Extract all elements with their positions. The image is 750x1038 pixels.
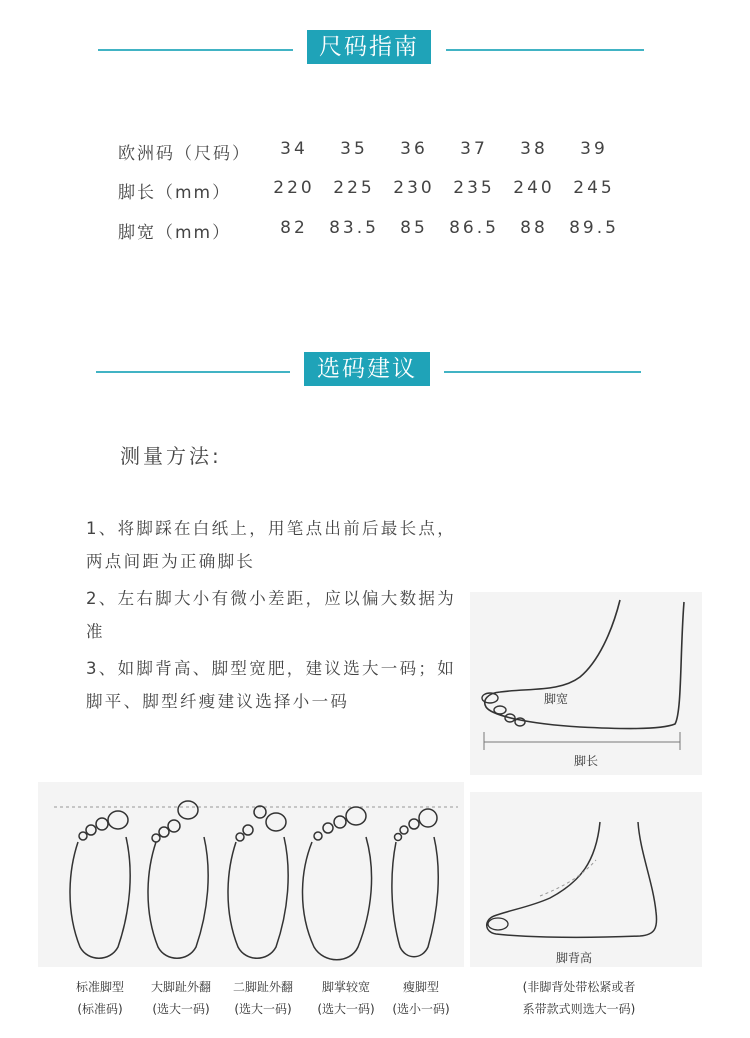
cell: 230 <box>393 178 435 198</box>
cell: 225 <box>333 178 375 198</box>
foot-type-name: 标准脚型 <box>75 980 124 994</box>
cell: 85 <box>400 218 428 238</box>
instep-label: 脚背高 <box>556 951 593 965</box>
header-rule-right <box>444 371 641 373</box>
size-guide-title: 尺码指南 <box>307 30 431 64</box>
foot-types-illustration <box>38 782 464 967</box>
size-guide-header <box>0 30 750 70</box>
header-rule-left <box>98 49 293 51</box>
foot-types-diagram <box>38 782 464 967</box>
header-rule-left <box>96 371 290 373</box>
foot-width-label: 脚宽 <box>544 692 569 706</box>
step-3: 3、如脚背高、脚型宽肥，建议选大一码；如脚平、脚型纤瘦建议选择小一码 <box>86 659 456 711</box>
foot-type-advice: (选大一码) <box>234 1002 292 1016</box>
foot-type-advice: (选大一码) <box>317 1002 375 1016</box>
step-1: 1、将脚踩在白纸上，用笔点出前后最长点，两点间距为正确脚长 <box>86 519 456 571</box>
cell: 235 <box>453 178 495 198</box>
foot-type-name: 瘦脚型 <box>402 980 439 994</box>
advice-header <box>0 352 750 392</box>
step-2: 2、左右脚大小有微小差距，应以偏大数据为准 <box>86 589 456 641</box>
foot-type-advice: (选大一码) <box>152 1002 210 1016</box>
header-rule-right <box>446 49 644 51</box>
cell: 220 <box>273 178 315 198</box>
row-label: 脚长（mm） <box>118 183 232 203</box>
instep-caption-1: (非脚背处带松紧或者 <box>522 980 636 994</box>
foot-side-diagram <box>470 592 702 775</box>
foot-type-name: 大脚趾外翻 <box>150 980 211 994</box>
cell: 88 <box>520 218 548 238</box>
cell: 245 <box>573 178 615 198</box>
foot-type-name: 二脚趾外翻 <box>232 980 293 994</box>
cell: 37 <box>460 139 488 159</box>
cell: 35 <box>340 139 368 159</box>
cell: 83.5 <box>329 218 379 238</box>
foot-type-advice: (标准码) <box>77 1002 123 1016</box>
foot-side-illustration <box>470 592 702 775</box>
cell: 39 <box>580 139 608 159</box>
cell: 38 <box>520 139 548 159</box>
cell: 36 <box>400 139 428 159</box>
instep-illustration <box>470 792 702 967</box>
foot-length-label: 脚长 <box>574 754 599 768</box>
method-title: 测量方法: <box>120 444 222 468</box>
foot-type-advice: (选小一码) <box>392 1002 450 1016</box>
foot-type-name: 脚掌较宽 <box>321 980 370 994</box>
row-label: 欧洲码（尺码） <box>118 144 251 164</box>
instep-diagram <box>470 792 702 967</box>
cell: 89.5 <box>569 218 619 238</box>
advice-title: 选码建议 <box>304 352 430 386</box>
cell: 86.5 <box>449 218 499 238</box>
instep-caption-2: 系带款式则选大一码) <box>522 1002 636 1016</box>
cell: 34 <box>280 139 308 159</box>
cell: 240 <box>513 178 555 198</box>
cell: 82 <box>280 218 308 238</box>
row-label: 脚宽（mm） <box>118 223 232 243</box>
